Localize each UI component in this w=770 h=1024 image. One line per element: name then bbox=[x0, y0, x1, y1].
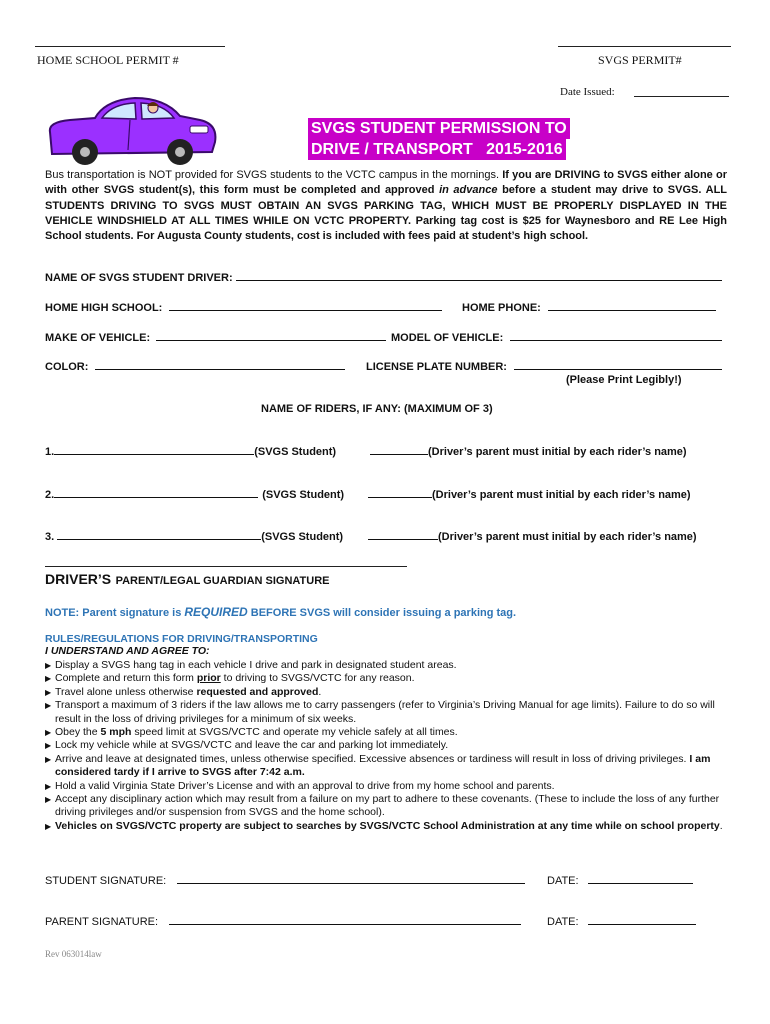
make-label: MAKE OF VEHICLE: bbox=[45, 332, 151, 344]
rider-initial-field[interactable] bbox=[368, 529, 438, 540]
rules-heading: RULES/REGULATIONS FOR DRIVING/TRANSPORTING bbox=[45, 633, 318, 645]
date-issued-label: Date Issued: bbox=[560, 86, 615, 98]
parent-guardian-signature-line[interactable] bbox=[45, 566, 407, 567]
note-required: REQUIRED bbox=[184, 605, 248, 619]
rule-item bbox=[45, 753, 725, 780]
rider-number: 3. bbox=[45, 531, 55, 543]
parent-date-label: DATE: bbox=[547, 916, 579, 928]
rules-list bbox=[45, 659, 725, 833]
rule-text: Obey the bbox=[55, 726, 98, 739]
color-row bbox=[45, 359, 345, 373]
intro-driving: If you are DRIVING to SVGS either alone or with other SVGS student(s), this form must be completed and approved bbox=[45, 169, 727, 197]
color-field[interactable] bbox=[95, 359, 345, 370]
parent-guardian-signature-label bbox=[45, 571, 329, 589]
rule-item bbox=[45, 739, 725, 752]
rider-initial-1 bbox=[370, 444, 687, 458]
rule-emphasis: Vehicles on SVGS/VCTC property are subject to searches by SVGS/VCTC School Administration at any time while on school property bbox=[55, 819, 720, 832]
rule-item bbox=[45, 793, 725, 820]
rider-number: 2. bbox=[45, 489, 55, 501]
riders-heading: NAME OF RIDERS, IF ANY: (MAXIMUM OF 3) bbox=[261, 403, 493, 415]
model-field[interactable] bbox=[510, 330, 722, 341]
rider-note: (Driver’s parent must initial by each rider’s name) bbox=[438, 531, 697, 543]
student-date-label: DATE: bbox=[547, 875, 579, 887]
rider-name-field[interactable] bbox=[54, 444, 254, 455]
rule-text: Arrive and leave at designated times, unless otherwise specified. Excessive absences or tardiness will result in loss of driving privileges. bbox=[55, 752, 687, 765]
parent-guardian-label: PARENT/LEGAL GUARDIAN SIGNATURE bbox=[115, 575, 330, 587]
rider-initial-field[interactable] bbox=[368, 487, 432, 498]
revision-footer: Rev 063014law bbox=[45, 949, 102, 959]
rider-number: 1. bbox=[45, 446, 55, 458]
make-row bbox=[45, 330, 386, 344]
parent-date-field[interactable] bbox=[588, 914, 696, 925]
rule-text: Hold a valid Virginia State Driver’s License and with an approval to drive from my home school and parents. bbox=[55, 779, 555, 792]
rider-initial-3 bbox=[368, 529, 697, 543]
home-permit-label: HOME SCHOOL PERMIT # bbox=[37, 53, 179, 67]
rule-text: to driving to SVGS/VCTC for any reason. bbox=[223, 672, 415, 685]
rider-row-1 bbox=[45, 444, 336, 458]
home-school-row bbox=[45, 300, 442, 314]
date-issued-line[interactable] bbox=[634, 96, 729, 97]
rule-emphasis: I am considered tardy if I arrive to SVGS after 7:42 a.m. bbox=[55, 752, 711, 779]
rule-text: Lock my vehicle while at SVGS/VCTC and leave the car and parking lot immediately. bbox=[55, 739, 449, 752]
rider-initial-2 bbox=[368, 487, 691, 501]
rule-text: . bbox=[719, 819, 723, 832]
agree-heading: I UNDERSTAND AND AGREE TO: bbox=[45, 645, 210, 657]
license-field[interactable] bbox=[514, 359, 722, 370]
rule-text: . bbox=[318, 685, 322, 698]
home-phone-field[interactable] bbox=[548, 300, 716, 311]
rider-row-3 bbox=[45, 529, 343, 543]
rider-svgs-tag: (SVGS Student) bbox=[261, 531, 344, 543]
rider-row-2 bbox=[45, 487, 344, 501]
rule-item bbox=[45, 672, 725, 685]
license-row bbox=[366, 359, 722, 373]
rule-text: Display a SVGS hang tag in each vehicle I drive and park in designated student areas. bbox=[55, 659, 457, 671]
rule-emphasis: requested and approved bbox=[196, 685, 319, 698]
rule-text: speed limit at SVGS/VCTC and operate my vehicle safely at all times. bbox=[134, 726, 458, 739]
svgs-permit-label: SVGS PERMIT# bbox=[598, 53, 682, 67]
rider-name-field[interactable] bbox=[57, 529, 261, 540]
rider-svgs-tag: (SVGS Student) bbox=[262, 489, 345, 501]
drivers-label: DRIVER’S bbox=[45, 571, 112, 587]
rule-item bbox=[45, 659, 725, 672]
intro-paragraph bbox=[45, 168, 727, 244]
home-phone-label: HOME PHONE: bbox=[462, 302, 541, 314]
rule-emphasis: 5 mph bbox=[100, 726, 132, 739]
parent-signature-note bbox=[45, 605, 516, 619]
home-school-label: HOME HIGH SCHOOL: bbox=[45, 302, 163, 314]
parent-date-row bbox=[547, 914, 696, 928]
intro-in-advance: in advance bbox=[439, 184, 498, 197]
rule-item bbox=[45, 820, 725, 833]
license-label: LICENSE PLATE NUMBER: bbox=[366, 361, 507, 373]
driver-name-label: NAME OF SVGS STUDENT DRIVER: bbox=[45, 272, 233, 284]
rule-text: Travel alone unless otherwise bbox=[55, 685, 194, 698]
student-signature-field[interactable] bbox=[177, 873, 525, 884]
intro-bus: Bus transportation is NOT provided for SVGS students to the VCTC campus in the mornings. bbox=[45, 169, 500, 181]
make-field[interactable] bbox=[156, 330, 386, 341]
color-label: COLOR: bbox=[45, 361, 89, 373]
rule-item bbox=[45, 780, 725, 793]
rule-item bbox=[45, 686, 725, 699]
svgs-permit-line[interactable] bbox=[558, 46, 731, 47]
note-prefix: NOTE: Parent signature is bbox=[45, 607, 182, 619]
student-signature-row bbox=[45, 873, 525, 887]
rider-note: (Driver’s parent must initial by each rider’s name) bbox=[428, 446, 687, 458]
rule-item bbox=[45, 726, 725, 739]
rule-text: Accept any disciplinary action which may result from a failure on my part to adhere to these covenants. (These to include the loss of any further driving privileges and/or suspension from SVGS and the home school). bbox=[55, 793, 720, 819]
rule-text: Transport a maximum of 3 riders if the law allows me to carry passengers (refer to Virginia’s Driving Manual for age limits). Failure to do so will result in the loss of driving privileges for a minimum of six weeks. bbox=[55, 699, 715, 725]
student-date-row bbox=[547, 873, 693, 887]
form-title bbox=[308, 118, 570, 160]
driver-name-row bbox=[45, 270, 722, 284]
rule-item bbox=[45, 699, 725, 726]
home-permit-line[interactable] bbox=[35, 46, 225, 47]
parent-signature-row bbox=[45, 914, 521, 928]
car-clipart bbox=[40, 92, 220, 172]
student-date-field[interactable] bbox=[588, 873, 693, 884]
intro-tag-rules: before a student may drive to SVGS. ALL STUDENTS DRIVING TO SVGS MUST OBTAIN AN SVGS PARKING TAG, WHICH MUST BE PROPERLY DISPLAYED IN THE VEHICLE WINDSHIELD AT ALL TIMES WHILE ON VCTC PROPERTY. Parking tag cost is $25 for Waynesboro and RE Lee High School students. For Augusta County students, cost is included with fees paid at student’s high school. bbox=[45, 184, 728, 243]
rider-svgs-tag: (SVGS Student) bbox=[254, 446, 337, 458]
rule-emphasis: prior bbox=[196, 672, 221, 685]
rule-text: Complete and return this form bbox=[55, 672, 194, 685]
rider-initial-field[interactable] bbox=[370, 444, 428, 455]
student-signature-label: STUDENT SIGNATURE: bbox=[45, 875, 167, 887]
rider-name-field[interactable] bbox=[54, 487, 258, 498]
parent-signature-label: PARENT SIGNATURE: bbox=[45, 916, 159, 928]
driver-name-field[interactable] bbox=[236, 270, 722, 281]
title-line-1: SVGS STUDENT PERMISSION TO bbox=[308, 118, 570, 139]
rider-note: (Driver’s parent must initial by each rider’s name) bbox=[432, 489, 691, 501]
home-school-field[interactable] bbox=[169, 300, 442, 311]
model-label: MODEL OF VEHICLE: bbox=[391, 332, 504, 344]
print-legibly-note: (Please Print Legibly!) bbox=[566, 374, 682, 386]
title-line-2: DRIVE / TRANSPORT 2015-2016 bbox=[308, 139, 566, 160]
home-phone-row bbox=[462, 300, 716, 314]
note-suffix: BEFORE SVGS will consider issuing a parking tag. bbox=[250, 607, 517, 619]
parent-signature-field[interactable] bbox=[169, 914, 521, 925]
model-row bbox=[391, 330, 722, 344]
